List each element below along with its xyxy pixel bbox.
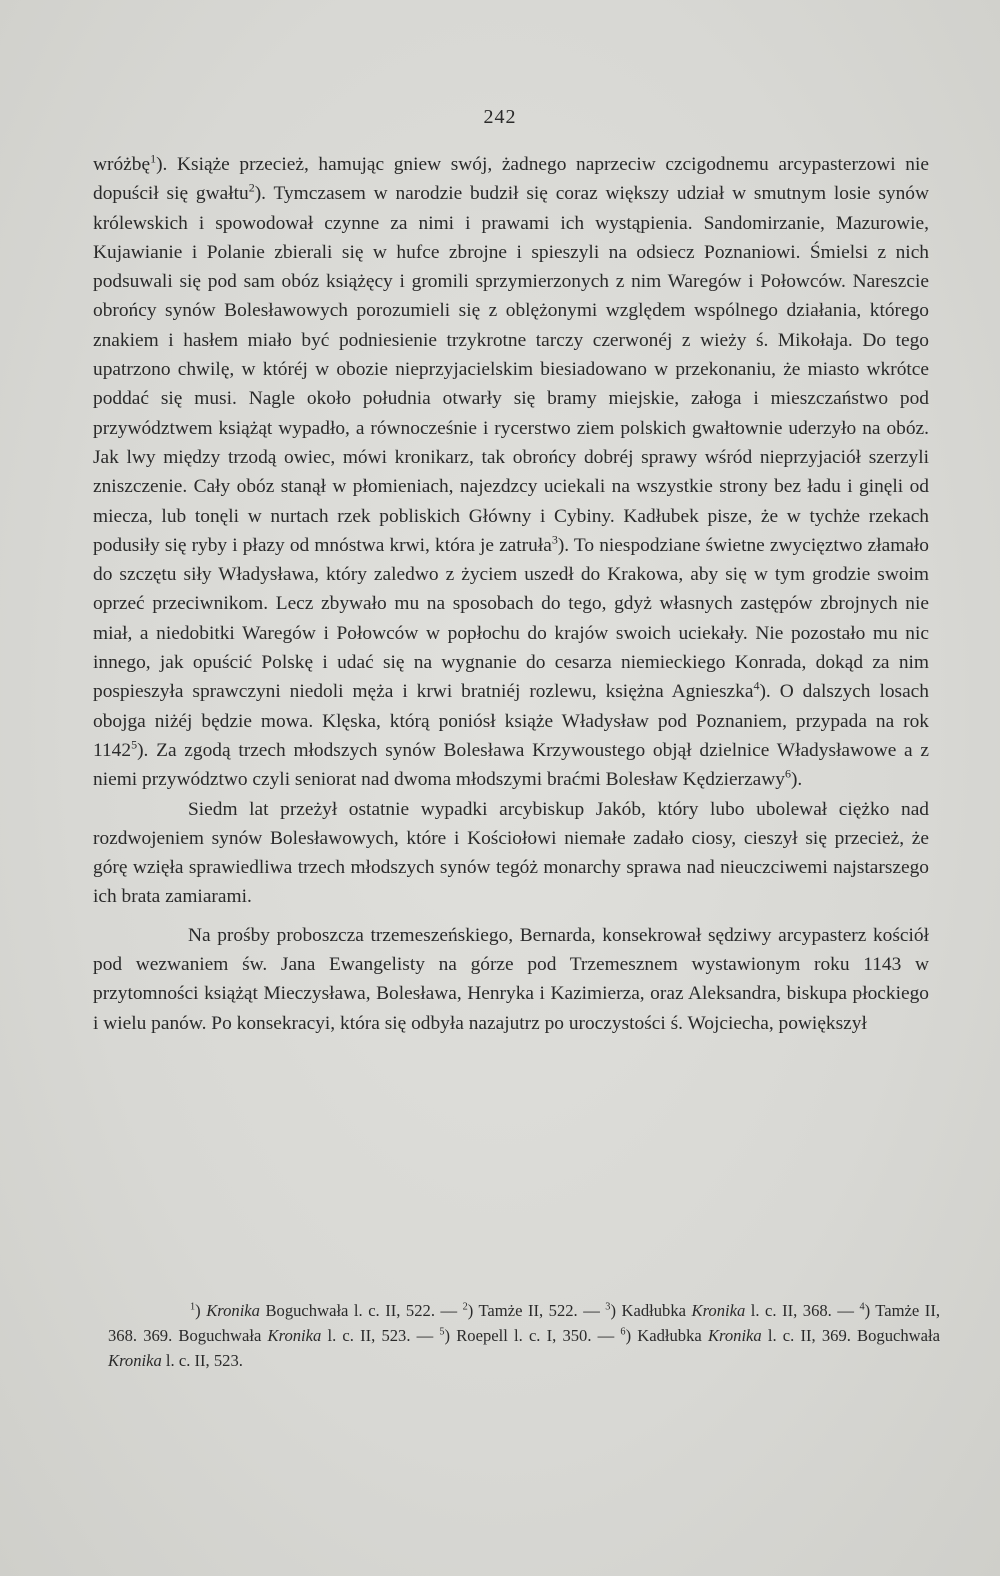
text-run: ). Za zgodą trzech młodszych synów Bolesława Krzywoustego objął dzielnice Władysławowe a z niemi przywództwo czyli seniorat nad dwoma młodszymi braćmi Bolesław Kędzierzawy (93, 739, 929, 791)
text-run: l. c. II, 523. — (321, 1326, 440, 1345)
footnote-marker: 2 (462, 1301, 468, 1313)
italic-title: Kronika (108, 1351, 162, 1370)
footnote-marker: 1 (150, 151, 157, 166)
text-run: ). O dalszych losach obojga niżéj będzie mowa. Klęska, którą poniósł książe Władysław pod Poznaniem, przypada na rok 1142 (93, 681, 929, 761)
text-run: ) Kadłubka (610, 1301, 692, 1320)
text-run: ) Roepell l. c. I, 350. — (444, 1326, 621, 1345)
footnote-marker: 1 (190, 1301, 196, 1313)
text-run: ). To niespodziane świetne zwycięztwo złamało do szczętu siły Władysława, który zaledwo z życiem uszedł do Krakowa, aby się w tym grodzie swoim oprzeć przeciwnikom. Lecz zbywało mu na sposobach do tego, gdyż własnych zastępów zbrojnych nie miał, a niedobitki Waregów i Połowców w popłochu do krajów swoich uciekały. Nie pozostało mu nic innego, jak opuścić Polskę i udać się na wygnanie do cesarza niemieckiego Konrada, dokąd za nim pospieszyła sprawczyni niedoli męża i krwi bratniéj rozlewu, księżna Agnieszka (93, 534, 929, 703)
text-run: ) Tamże II, 522. — (467, 1301, 606, 1320)
text-run: l. c. II, 523. (161, 1351, 243, 1370)
footnote-marker: 2 (248, 180, 255, 195)
text-run: l. c. II, 369. Boguchwała (761, 1326, 940, 1345)
footnote-marker: 6 (784, 766, 791, 781)
text-run: ) Kadłubka (625, 1326, 708, 1345)
footnote-marker: 5 (439, 1326, 445, 1338)
italic-title: Kronika (206, 1301, 260, 1320)
text-run: Boguchwała l. c. II, 522. — (259, 1301, 463, 1320)
body-text (93, 150, 929, 1038)
text-run: ) Tamże II, 368. 369. Boguchwała (108, 1301, 940, 1345)
footnote-marker: 6 (620, 1326, 626, 1338)
italic-title: Kronika (267, 1326, 322, 1345)
text-run: wróżbę (93, 154, 151, 175)
footnote-marker: 3 (605, 1301, 611, 1313)
italic-title: Kronika (691, 1301, 746, 1320)
text-run: Siedm lat przeżył ostatnie wypadki arcybiskup Jakób, który lubo ubolewał ciężko nad rozdwojeniem synów Bolesławowych, które i Kościołowi niemałe zadało ciosy, cieszył się przecież, że górę wzięła sprawiedliwa trzech młodszych synów tegóż monarchy sprawa nad nieuczciwemi najstarszego ich brata zamiarami. (93, 798, 929, 908)
italic-title: Kronika (707, 1326, 762, 1345)
text-run: ). Książe przecież, hamując gniew swój, żadnego naprzeciw czcigodnemu arcypasterzowi nie dopuścił się gwałtu (93, 154, 929, 205)
paragraph (93, 921, 929, 1038)
paragraph (93, 150, 929, 795)
text-run: Na prośby proboszcza trzemeszeńskiego, Bernarda, konsekrował sędziwy arcypasterz kościół pod wezwaniem św. Jana Ewangelisty na górze pod Trzemesznem wystawionym roku 1143 w przytomności książąt Mieczysława, Bolesława, Henryka i Kazimierza, oraz Aleksandra, biskupa płockiego i wielu panów. Po konsekracyi, która się odbyła nazajutrz po uroczystości ś. Wojciecha, powiększył (93, 924, 929, 1034)
text-run: ) (195, 1301, 207, 1320)
footnote-marker: 4 (859, 1301, 865, 1313)
footnotes (108, 1298, 940, 1373)
paragraph (93, 795, 929, 912)
footnote-marker: 3 (551, 532, 558, 547)
footnote-marker: 4 (753, 678, 760, 693)
text-run: ). Tymczasem w narodzie budził się coraz większy udział w smutnym losie synów królewskich i spowodował czynne za nimi i prawami ich wystąpienia. Sandomirzanie, Mazurowie, Kujawianie i Polanie zbierali się w hufce zbrojne i spieszyli na odsiecz Poznaniowi. Śmielsi z nich podsuwali się pod sam obóz książęcy i gromili sprzymierzonych z nim Waregów i Połowców. Nareszcie obrońcy synów Bolesławowych porozumieli się z oblężonymi względem wspólnego działania, którego znakiem i hasłem miało być podniesienie trzykrotne tarczy czerwonéj z wieży ś. Mikołaja. Do tego upatrzono chwilę, w któréj w obozie nieprzyjacielskim biesiadowano w przekonaniu, że miasto wkrótce poddać się musi. Nagle około południa otwarły się bramy miejskie, załoga i mieszczaństwo pod przywództwem książąt wypadło, a równocześnie i rycerstwo ziem polskich gwałtownie uderzyło na obóz. Jak lwy między trzodą owiec, mówi kronikarz, tak obrońcy dobréj sprawy wśród nieprzyjaciół szerzyli zniszczenie. Cały obóz stanął w płomieniach, najezdzcy uciekali na wszystkie strony bez ładu i ginęli od miecza, lub tonęli w nurtach rzek pobliskich Główny i Cybiny. Kadłubek pisze, że w tychże rzekach podusiły się ryby i płazy od mnóstwa krwi, która je zatruła (93, 183, 929, 556)
text-run: ). (790, 769, 803, 791)
footnote-marker: 5 (131, 737, 138, 752)
page-number: 242 (483, 106, 517, 128)
text-run: l. c. II, 368. — (745, 1301, 860, 1320)
